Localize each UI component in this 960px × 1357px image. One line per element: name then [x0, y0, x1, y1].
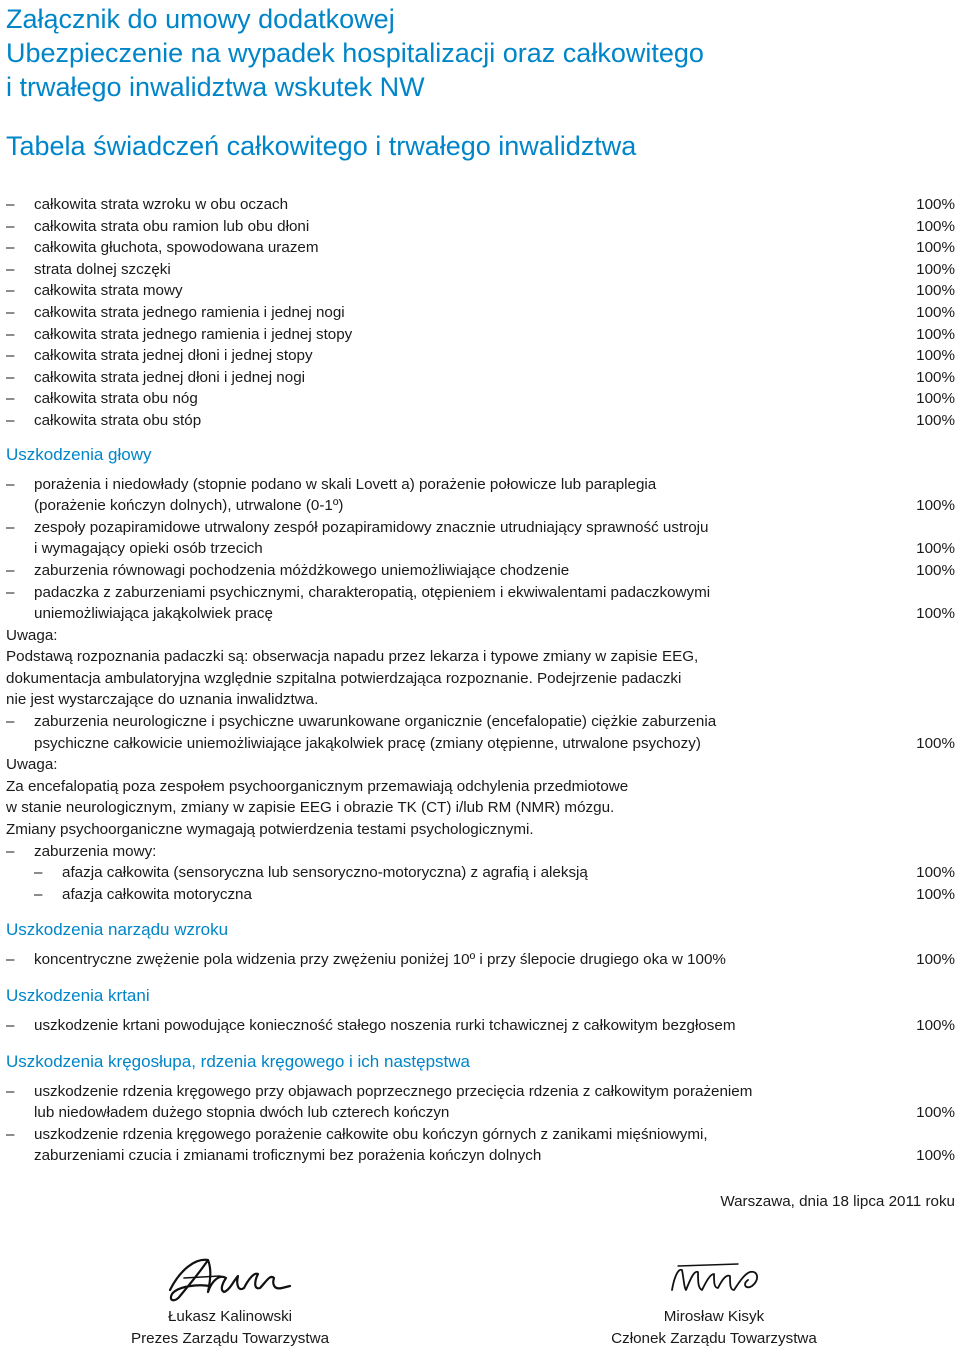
section-heading-spine: Uszkodzenia kręgosłupa, rdzenia kręgowego i ich następstwa — [6, 1051, 470, 1071]
benefit-row — [6, 216, 955, 238]
benefit-row — [6, 345, 955, 367]
benefit-row — [6, 324, 955, 346]
benefit-text: afazja całkowita motoryczna — [62, 885, 252, 903]
benefit-text: całkowita strata wzroku w obu oczach — [34, 196, 289, 213]
text-line: uszkodzenie rdzenia kręgowego porażenie całkowite obu kończyn górnych z zanikami mięśniowymi, — [34, 1125, 708, 1143]
section-heading-larynx: Uszkodzenia krtani — [6, 986, 150, 1005]
text-line: psychiczne całkowicie uniemożliwiające jakąkolwiek pracę (zmiany otępienne, utrwalone psychozy) — [34, 734, 701, 752]
benefit-row — [6, 711, 955, 754]
benefit-percent: 100% — [916, 260, 955, 278]
note-line: dokumentacja ambulatoryjna względnie szpitalna potwierdzająca rozpoznanie. Podejrzenie padaczki — [6, 669, 682, 687]
benefit-percent: 100% — [916, 561, 955, 579]
note — [6, 754, 955, 840]
text-line: uszkodzenie rdzenia kręgowego przy objawach poprzecznego przecięcia rdzenia z całkowitym porażeniem — [34, 1082, 753, 1100]
dash: – — [6, 518, 15, 536]
benefit-text — [34, 711, 903, 754]
dash: – — [34, 885, 43, 903]
benefit-row — [6, 280, 955, 302]
benefit-row — [6, 1081, 955, 1124]
dash: – — [6, 282, 15, 300]
dash: – — [6, 325, 15, 343]
signatory-role: Członek Zarządu Towarzystwa — [611, 1329, 817, 1347]
signatory-role: Prezes Zarządu Towarzystwa — [130, 1329, 330, 1347]
dash: – — [6, 1125, 15, 1143]
benefit-percent: 100% — [916, 217, 955, 235]
text-line: padaczka z zaburzeniami psychicznymi, charakteropatią, otępieniem i ekwiwalentami padaczkowymi — [34, 583, 711, 601]
benefit-text: zaburzenia równowagi pochodzenia móżdżkowego uniemożliwiające chodzenie — [34, 561, 570, 579]
handwritten-signature-icon — [634, 1250, 794, 1306]
benefit-row — [6, 517, 955, 560]
benefit-percent: 100% — [916, 282, 955, 300]
text-line: zespoły pozapiramidowe utrwalony zespół pozapiramidowy znacznie utrudniający sprawność ustroju — [34, 518, 709, 536]
benefit-percent: 100% — [916, 368, 955, 386]
note-line: w stanie neurologicznym, zmiany w zapisie EEG i obrazie TK (CT) i/lub RM (NMR) mózgu. — [6, 799, 615, 817]
benefit-row — [6, 560, 955, 582]
benefit-text — [34, 474, 903, 517]
benefit-text: całkowita strata obu nóg — [34, 390, 198, 408]
benefit-text — [34, 582, 903, 625]
text-line: uniemożliwiająca jakąkolwiek pracę — [34, 605, 273, 623]
benefit-text: afazja całkowita (sensoryczna lub sensoryczno-motoryczna) z agrafią i aleksją — [62, 864, 588, 882]
benefit-text: strata dolnej szczęki — [34, 260, 171, 278]
dash: – — [34, 864, 43, 882]
dash: – — [6, 239, 15, 257]
benefit-subrow — [6, 884, 955, 906]
text-line: zaburzenia neurologiczne i psychiczne uwarunkowane organicznie (encefalopatie) ciężkie zaburzenia — [34, 713, 717, 731]
benefit-percent: 100% — [916, 951, 955, 969]
signature-block — [594, 1250, 834, 1349]
dash: – — [6, 390, 15, 408]
dash: – — [6, 411, 15, 429]
benefit-text: całkowita strata obu stóp — [34, 411, 202, 429]
benefit-row — [6, 474, 955, 517]
benefit-row — [6, 259, 955, 281]
title-line: Ubezpieczenie na wypadek hospitalizacji oraz całkowitego — [6, 38, 704, 68]
benefit-row — [6, 237, 955, 259]
dash: – — [6, 842, 15, 860]
note-label: Uwaga: — [6, 756, 58, 774]
benefit-row — [6, 367, 955, 389]
title-line: Załącznik do umowy dodatkowej — [6, 4, 395, 34]
benefit-row — [6, 949, 955, 971]
benefit-percent: 100% — [916, 864, 955, 882]
note-line: Za encefalopatią poza zespołem psychoorganicznym przemawiają odchylenia przedmiotowe — [6, 777, 629, 795]
text-line: (porażenie kończyn dolnych), utrwalone (0-1º) — [34, 497, 344, 515]
note-label: Uwaga: — [6, 626, 58, 644]
benefit-text: całkowita strata jednej dłoni i jednej stopy — [34, 347, 313, 365]
benefit-percent: 100% — [916, 325, 955, 343]
benefit-row — [6, 1124, 955, 1167]
dash: – — [6, 561, 15, 579]
text-line: zaburzeniami czucia i zmianami troficznymi bez porażenia kończyn dolnych — [34, 1147, 542, 1165]
benefit-row — [6, 841, 955, 863]
benefit-text: całkowita strata mowy — [34, 282, 183, 300]
benefit-percent: 100% — [916, 885, 955, 903]
dash: – — [6, 347, 15, 365]
note-line: Podstawą rozpoznania padaczki są: obserwacja napadu przez lekarza i typowe zmiany w zapisie EEG, — [6, 648, 699, 666]
dash: – — [6, 303, 15, 321]
benefit-percent: 100% — [916, 1147, 955, 1165]
text-line: porażenia i niedowłady (stopnie podano w skali Lovett a) porażenie połowicze lub paraplegia — [34, 475, 657, 493]
dash: – — [6, 260, 15, 278]
signatory-name: Łukasz Kalinowski — [167, 1308, 293, 1325]
section-heading-vision: Uszkodzenia narządu wzroku — [6, 920, 229, 940]
benefit-percent: 100% — [916, 239, 955, 257]
benefit-subrow — [6, 862, 955, 884]
benefit-percent: 100% — [916, 390, 955, 408]
dash: – — [6, 1017, 15, 1034]
benefit-text: całkowita strata jednego ramienia i jednej stopy — [34, 325, 353, 343]
benefit-percent: 100% — [916, 1104, 955, 1122]
benefit-text: całkowita strata jednej dłoni i jednej nogi — [34, 368, 306, 386]
benefit-percent: 100% — [916, 303, 955, 321]
note-line: nie jest wystarczające do uznania inwalidztwa. — [6, 691, 319, 709]
dash: – — [6, 196, 15, 213]
signing-date: Warszawa, dnia 18 lipca 2011 roku — [720, 1193, 955, 1210]
table-title: Tabela świadczeń całkowitego i trwałego inwalidztwa — [6, 131, 637, 161]
handwritten-signature-icon — [150, 1250, 310, 1306]
dash: – — [6, 713, 15, 731]
dash: – — [6, 475, 15, 493]
dash: – — [6, 951, 15, 969]
benefit-text: całkowita strata jednego ramienia i jednej nogi — [34, 303, 345, 321]
text-line: lub niedowładem dużego stopnia dwóch lub czterech kończyn — [34, 1104, 450, 1122]
dash: – — [6, 1082, 15, 1100]
dash: – — [6, 217, 15, 235]
signatory-name: Mirosław Kisyk — [663, 1308, 765, 1325]
benefit-row — [6, 388, 955, 410]
benefit-row — [6, 410, 955, 432]
benefit-row — [6, 302, 955, 324]
benefit-percent: 100% — [916, 540, 955, 558]
benefit-text: koncentryczne zwężenie pola widzenia przy zwężeniu poniżej 10º i przy ślepocie drugiego oka w 100% — [34, 951, 726, 969]
dash: – — [6, 368, 15, 386]
section-heading-head: Uszkodzenia głowy — [6, 444, 152, 464]
benefit-percent: 100% — [916, 1017, 955, 1034]
benefit-text — [34, 517, 903, 560]
document-title — [6, 2, 955, 104]
benefit-text: uszkodzenie krtani powodujące konieczność stałego noszenia rurki tchawicznej z całkowitym bezgłosem — [34, 1017, 736, 1034]
benefit-percent: 100% — [916, 605, 955, 623]
benefit-row — [6, 582, 955, 625]
benefit-percent: 100% — [916, 196, 955, 213]
benefit-row — [6, 194, 955, 216]
benefit-text: całkowita strata obu ramion lub obu dłoni — [34, 217, 310, 235]
title-line: i trwałego inwalidztwa wskutek NW — [6, 72, 425, 102]
text-line: i wymagający opieki osób trzecich — [34, 540, 263, 558]
dash: – — [6, 583, 15, 601]
benefit-percent: 100% — [916, 497, 955, 515]
benefit-percent: 100% — [916, 734, 955, 752]
benefit-row — [6, 1015, 955, 1037]
benefit-percent: 100% — [916, 411, 955, 429]
note — [6, 625, 955, 711]
benefit-text — [34, 1081, 903, 1124]
benefit-text — [34, 1124, 903, 1167]
note-line: Zmiany psychoorganiczne wymagają potwierdzenia testami psychologicznymi. — [6, 821, 534, 839]
benefit-text: zaburzenia mowy: — [34, 842, 157, 860]
benefit-text: całkowita głuchota, spowodowana urazem — [34, 239, 319, 257]
benefit-list — [6, 194, 955, 432]
signature-block — [110, 1250, 350, 1349]
benefit-percent: 100% — [916, 347, 955, 365]
